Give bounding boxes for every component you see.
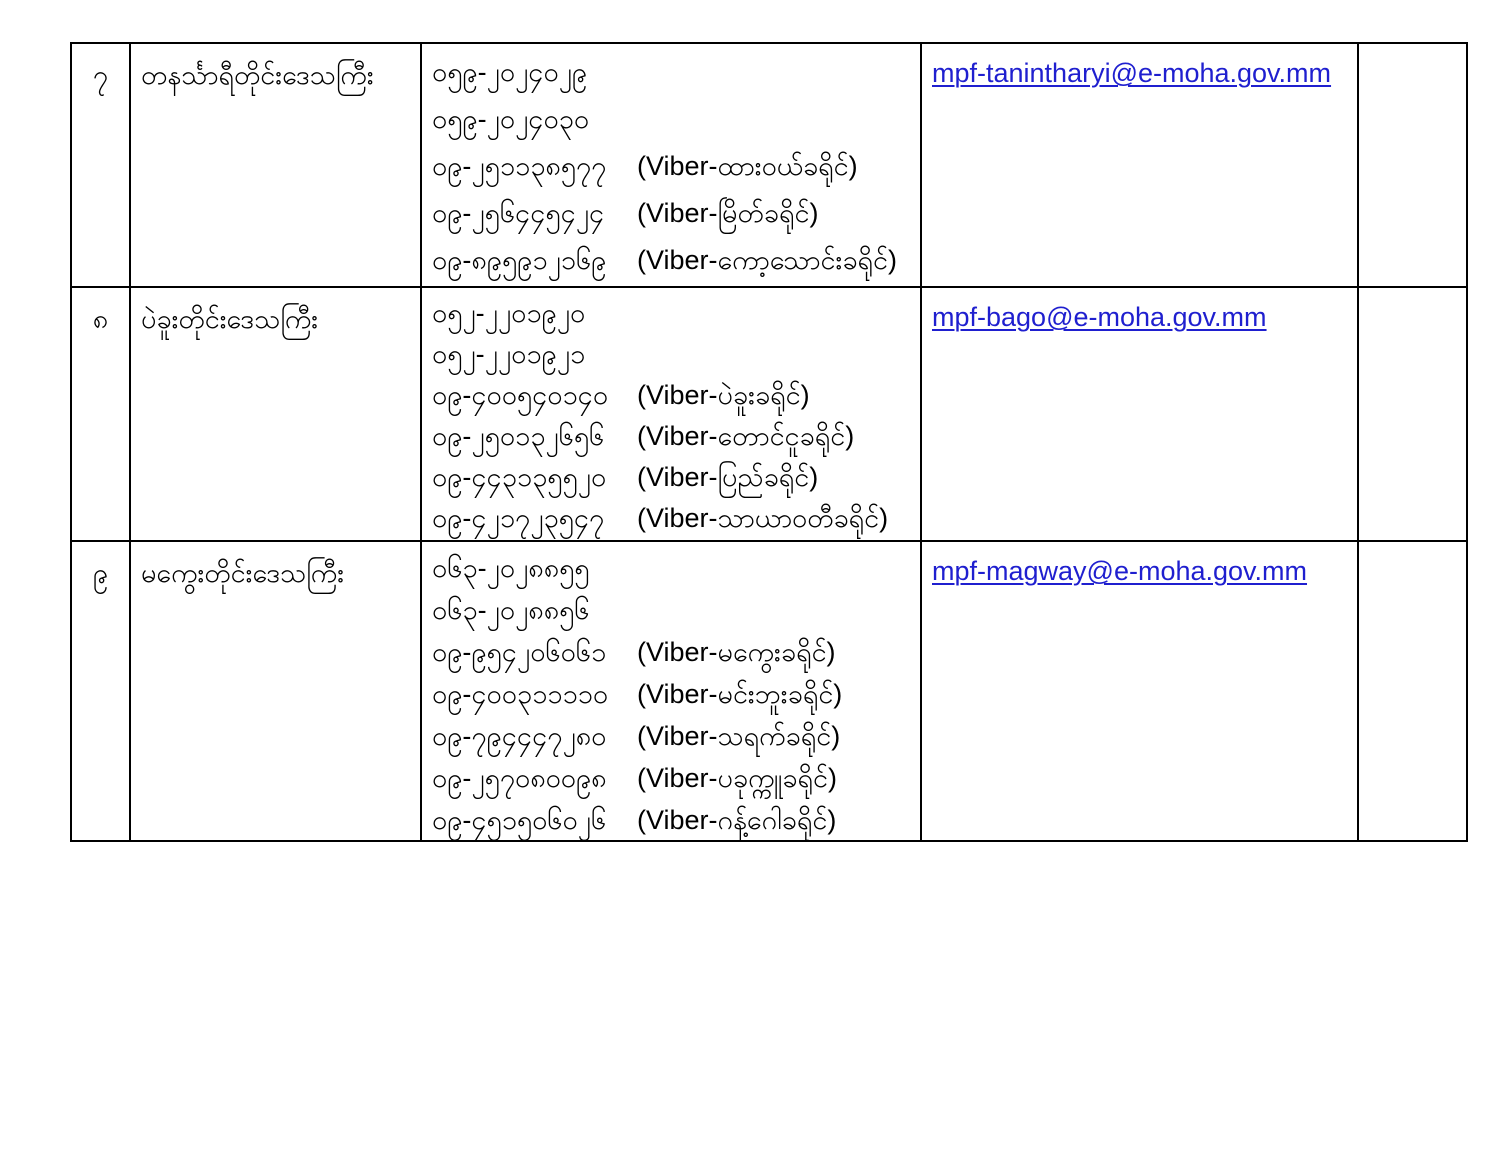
email-link[interactable]: mpf-bago@e-moha.gov.mm [932,302,1267,332]
phone-line [432,498,920,539]
phone-line [432,799,920,840]
email-link[interactable]: mpf-tanintharyi@e-moha.gov.mm [932,58,1332,88]
viber-label: (Viber-မြိတ်ခရိုင်) [637,198,819,228]
viber-label: (Viber-မင်းဘူးခရိုင်) [637,679,843,709]
phone-number: ၀၉-၄၀၀၃၁၁၁၁၀ [432,679,609,709]
blank-cell [1359,288,1466,542]
viber-label: (Viber-ပဲခူးခရိုင်) [637,380,810,410]
viber-label: (Viber-ပြည်ခရိုင်) [637,462,819,492]
phone-line [432,49,920,96]
phone-line [432,673,920,715]
phone-number: ၀၉-၂၅၆၄၄၅၄၂၄ [432,198,605,228]
phone-number: ၀၉-၄၀၀၅၄၀၁၄၀ [432,380,609,410]
phone-number: ၀၉-၄၅၁၅၀၆၀၂၆ [432,805,607,835]
row-number: ၈ [72,288,131,542]
blank-cell [1359,44,1466,288]
phone-list [422,288,922,542]
email-cell [922,542,1359,840]
phone-number: ၀၅၂-၂၂၀၁၉၂၀ [432,298,586,328]
viber-label: (Viber-မကွေးခရိုင်) [637,637,836,667]
region-name: မကွေးတိုင်းဒေသကြီး [131,542,422,840]
email-cell [922,44,1359,288]
viber-label: (Viber-ပခုက္ကူခရိုင်) [637,763,837,793]
phone-line [432,143,920,190]
phone-number: ၀၉-၄၄၃၁၃၅၅၂၀ [432,462,607,492]
phone-number: ၀၉-၇၉၄၄၄၇၂၈၀ [432,721,607,751]
region-name: တနင်္သာရီတိုင်းဒေသကြီး [131,44,422,288]
phone-line [432,293,920,334]
phone-number: ၀၆၃-၂၀၂၈၈၅၆ [432,595,590,625]
phone-number: ၀၉-၂၅၇၀၈၀၀၉၈ [432,763,607,793]
phone-number: ၀၉-၈၉၅၉၁၂၁၆၉ [432,245,607,275]
viber-label: (Viber-သာယာဝတီခရိုင်) [637,503,889,533]
phone-line [432,715,920,757]
phone-number: ၀၅၉-၂၀၂၄၀၂၉ [432,57,588,87]
viber-label: (Viber-ကော့သောင်းခရိုင်) [637,245,898,275]
phone-line [432,416,920,457]
email-cell [922,288,1359,542]
phone-number: ၀၉-၄၂၁၇၂၃၅၄၇ [432,503,605,533]
phone-number: ၀၅၂-၂၂၀၁၉၂၁ [432,339,586,369]
contact-table [70,42,1468,842]
viber-label: (Viber-ဂန့်ဂေါခရိုင်) [637,805,837,835]
phone-line [432,457,920,498]
phone-line [432,237,920,284]
phone-line [432,96,920,143]
viber-label: (Viber-သရက်ခရိုင်) [637,721,841,751]
phone-line [432,190,920,237]
phone-line [432,757,920,799]
viber-label: (Viber-တောင်ငူခရိုင်) [637,421,855,451]
phone-number: ၀၉-၂၅၀၁၃၂၆၅၆ [432,421,605,451]
phone-number: ၀၉-၂၅၁၁၃၈၅၇၇ [432,151,607,181]
viber-label: (Viber-ထားဝယ်ခရိုင်) [637,151,858,181]
blank-cell [1359,542,1466,840]
email-link[interactable]: mpf-magway@e-moha.gov.mm [932,556,1308,586]
phone-line [432,631,920,673]
row-number: ၇ [72,44,131,288]
phone-line [432,589,920,631]
phone-list [422,542,922,840]
phone-line [432,334,920,375]
phone-list [422,44,922,288]
row-number: ၉ [72,542,131,840]
phone-number: ၀၉-၉၅၄၂၀၆၀၆၁ [432,637,607,667]
phone-line [432,547,920,589]
phone-line [432,375,920,416]
region-name: ပဲခူးတိုင်းဒေသကြီး [131,288,422,542]
phone-number: ၀၆၃-၂၀၂၈၈၅၅ [432,553,590,583]
phone-number: ၀၅၉-၂၀၂၄၀၃၀ [432,104,590,134]
